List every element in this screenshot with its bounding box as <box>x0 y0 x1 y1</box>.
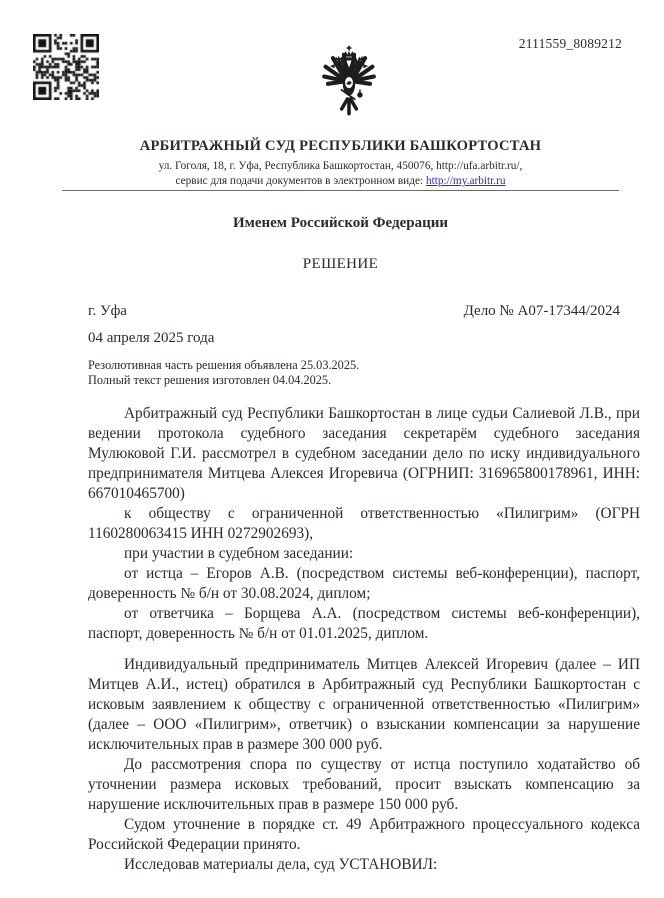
case-number: Дело № А07-17344/2024 <box>463 303 620 319</box>
body-paragraph: от ответчика – Борщева А.А. (посредством системы веб-конференции), паспорт, доверенность № б/н от 01.01.2025, диплом. <box>88 605 640 642</box>
court-name: АРБИТРАЖНЫЙ СУД РЕСПУБЛИКИ БАШКОРТОСТАН <box>139 138 542 154</box>
court-address: ул. Гоголя, 18, г. Уфа, Республика Башкортостан, 450076, http://ufa.arbitr.ru/, <box>158 160 523 173</box>
qr-code-icon <box>33 34 99 100</box>
russian-coat-of-arms-icon <box>308 40 390 132</box>
body-paragraph: Арбитражный суд Республики Башкортостан в лице судьи Салиевой Л.В., при ведении протокола судебного заседания секретарём судебного заседания Мулюковой Г.И. рассмотрел в судебном заседании дело по иску индивидуального предпринимателя Митцева Алексея Игоревича (ОГРНИП: 316965800178961, ИНН: 667010465700) <box>88 405 640 502</box>
header-divider <box>62 190 619 191</box>
court-header <box>62 137 619 188</box>
in-the-name-heading: Именем Российской Федерации <box>232 215 449 231</box>
decision-date: 04 апреля 2025 года <box>88 330 215 346</box>
e-filing-service-label: сервис для подачи документов в электронном виде: <box>175 175 426 188</box>
body-paragraph: До рассмотрения спора по существу от истца поступило ходатайство об уточнении размера исковых требований, просит взыскать компенсацию за нарушение исключительных прав в размере 150 000 руб. <box>88 756 640 813</box>
body-paragraph: Судом уточнение в порядке ст. 49 Арбитражного процессуального кодекса Российской Федерации принято. <box>88 816 640 853</box>
full-text-note: Полный текст решения изготовлен 04.04.2025. <box>88 372 332 387</box>
body-paragraph: к обществу с ограниченной ответственностью «Пилигрим» (ОГРН 1160280063415 ИНН 0272902693), <box>88 505 640 542</box>
body-paragraph: от истца – Егоров А.В. (посредством системы веб-конференции), паспорт, доверенность № б/н от 30.08.2024, диплом; <box>88 565 640 602</box>
e-filing-service-link[interactable]: http://my.arbitr.ru <box>425 175 506 188</box>
body-paragraph: Индивидуальный предприниматель Митцев Алексей Игоревич (далее – ИП Митцев А.И., истец) обратился в Арбитражный суд Республики Башкортостан с исковым заявлением к обществу с ограниченной ответственностью «Пилигрим» (далее – ООО «Пилигрим», ответчик) о взыскании компенсации за нарушение исключительных прав в размере 300 000 руб. <box>88 656 640 753</box>
body-paragraph: при участии в судебном заседании: <box>124 545 354 562</box>
city-label: г. Уфа <box>88 303 127 319</box>
resolutive-part-note: Резолютивная часть решения объявлена 25.03.2025. <box>88 358 360 372</box>
document-number: 2111559_8089212 <box>518 36 622 51</box>
decision-body-text <box>88 404 640 875</box>
decision-notes <box>88 358 359 387</box>
e-filing-service-line <box>62 174 619 188</box>
decision-heading: РЕШЕНИЕ <box>302 256 379 272</box>
body-paragraph: Исследовав материалы дела, суд УСТАНОВИЛ: <box>124 856 438 873</box>
case-row <box>88 303 620 320</box>
